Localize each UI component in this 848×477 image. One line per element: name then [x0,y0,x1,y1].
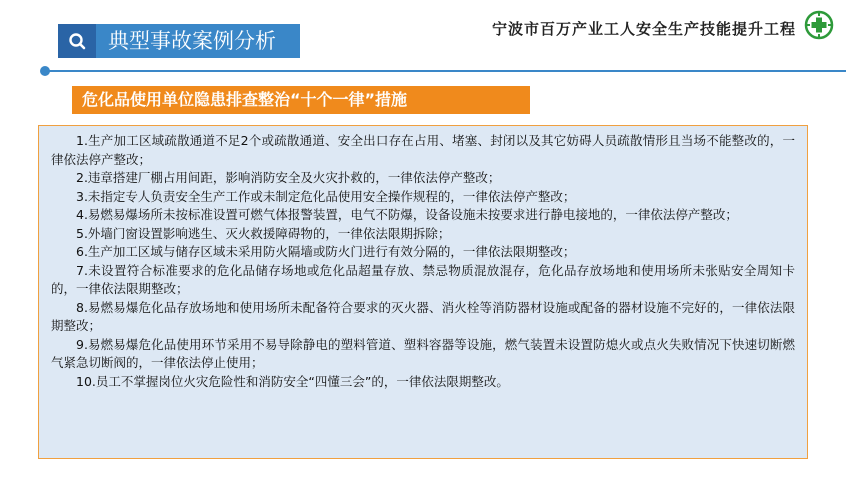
measure-item: 7.未设置符合标准要求的危化品储存场地或危化品超量存放、禁忌物质混放混存，危化品存放场地和使用场所未张贴安全周知卡的，一律依法限期整改； [51,262,795,296]
header-divider-dot [40,66,50,76]
search-icon [58,24,96,58]
measures-box [38,125,808,459]
page-title-bar [58,24,300,58]
measure-item: 2.违章搭建厂棚占用间距，影响消防安全及火灾扑救的，一律依法停产整改； [76,170,501,185]
measure-item: 5.外墙门窗设置影响逃生、灭火救援障碍物的，一律依法限期拆除； [76,225,451,241]
organization-name: 宁波市百万产业工人安全生产技能提升工程 [491,20,796,38]
measure-item: 6.生产加工区域与储存区域未采用防火隔墙或防火门进行有效分隔的，一律依法限期整改； [76,244,576,259]
header-divider [46,70,846,72]
measure-item: 10.员工不掌握岗位火灾危险性和消防安全“四懂三会”的，一律依法限期整改。 [76,373,509,389]
green-cross-safety-icon [804,10,834,40]
measure-item: 9.易燃易爆危化品使用环节采用不易导除静电的塑料管道、塑料容器等设施，燃气装置未设置防熄火或点火失败情况下快速切断燃气紧急切断阀的，一律依法停止使用； [51,336,795,370]
page-title: 典型事故案例分析 [96,24,300,58]
section-subtitle: 危化品使用单位隐患排查整治“十个一律”措施 [72,86,530,114]
measure-item: 8.易燃易爆危化品存放场地和使用场所未配备符合要求的灭火器、消火栓等消防器材设施或配备的器材设施不完好的，一律依法限期整改； [51,299,795,333]
measure-item: 3.未指定专人负责安全生产工作或未制定危化品使用安全操作规程的，一律依法停产整改； [76,188,576,204]
measure-item: 4.易燃易爆场所未按标准设置可燃气体报警装置，电气不防爆，设备设施未按要求进行静电接地的，一律依法停产整改； [76,207,738,222]
measure-item: 1.生产加工区域疏散通道不足2个或疏散通道、安全出口存在占用、堵塞、封闭以及其它妨碍人员疏散情形且当场不能整改的，一律依法停产整改； [51,133,795,167]
